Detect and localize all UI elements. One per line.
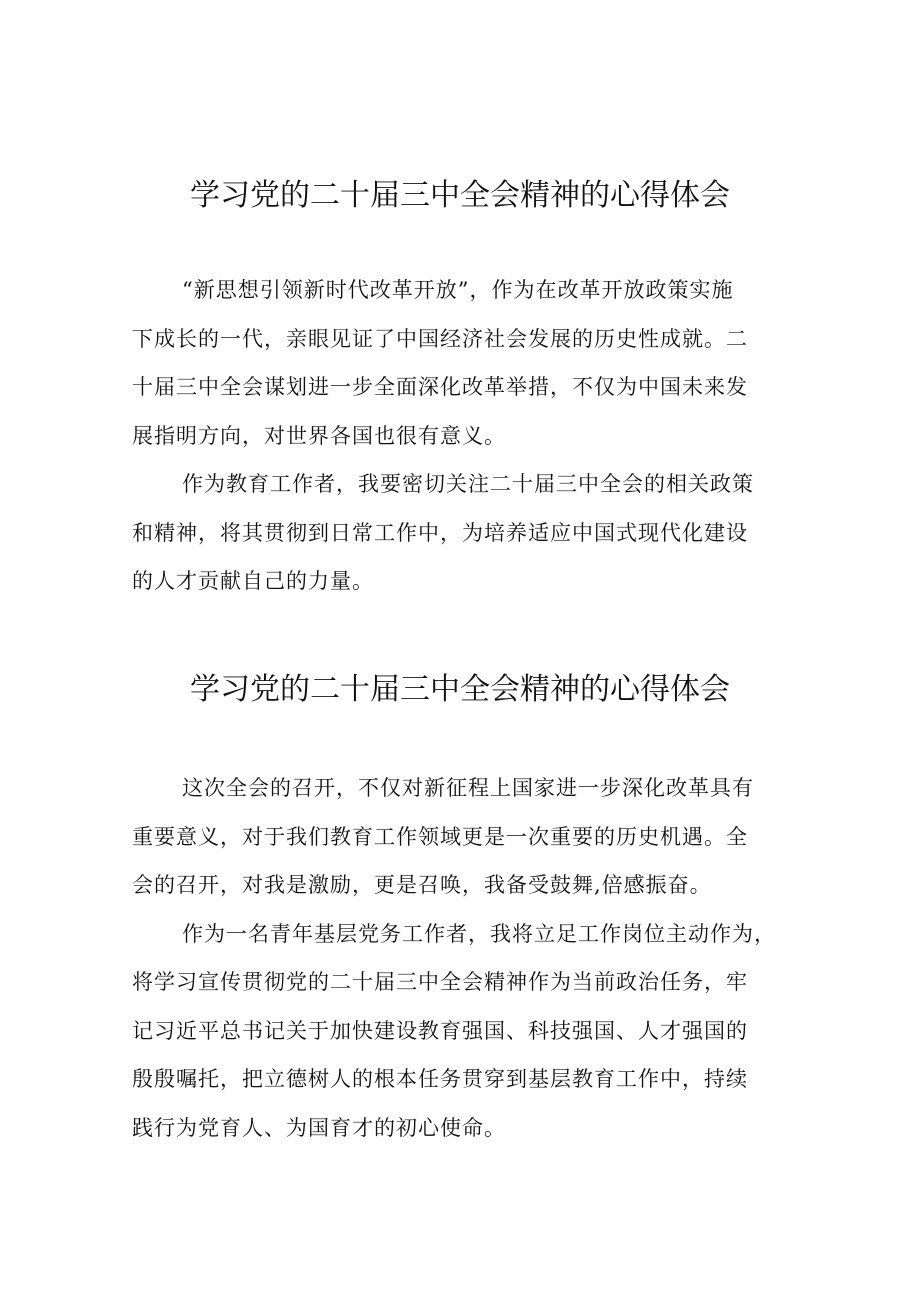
text-line: 殷殷嘱托，把立德树人的根本任务贯穿到基层教育工作中，持续 — [132, 1067, 748, 1091]
text-line: 的人才贡献自己的力量。 — [132, 569, 374, 593]
text-line: 作为一名青年基层党务工作者，我将立足工作岗位主动作为， — [182, 921, 776, 946]
paragraph — [132, 910, 788, 1153]
text-line: 记习近平总书记关于加快建设教育强国、科技强国、人才强国的 — [132, 1018, 748, 1043]
text-line: 作为教育工作者，我要密切关注二十届三中全会的相关政策 — [182, 472, 754, 496]
text-line: 这次全会的召开，不仅对新征程上国家进一步深化改革具有 — [182, 776, 754, 800]
text-line: 重要意义，对于我们教育工作领域更是一次重要的历史机遇。全 — [132, 824, 748, 849]
text-line: 会的召开，对我是激励，更是召唤，我备受鼓舞,倍感振奋。 — [132, 873, 712, 897]
section-body — [132, 764, 788, 1152]
text-line: 践行为党育人、为国育才的初心使命。 — [132, 1115, 506, 1140]
section-body — [132, 266, 788, 606]
text-line: 和精神，将其贯彻到日常工作中，为培养适应中国式现代化建设 — [132, 520, 748, 545]
paragraph — [132, 764, 788, 910]
text-line: “新思想引领新时代改革开放”，作为在改革开放政策实施 — [182, 278, 734, 302]
text-line: 展指明方向，对世界各国也很有意义。 — [132, 423, 506, 448]
essay-section-2 — [132, 664, 788, 1152]
text-line: 将学习宣传贯彻党的二十届三中全会精神作为当前政治任务，牢 — [132, 970, 748, 994]
essay-section-1 — [132, 170, 788, 606]
paragraph — [132, 460, 788, 606]
paragraph — [132, 266, 788, 460]
text-line: 十届三中全会谋划进一步全面深化改革举措，不仅为中国未来发 — [132, 375, 748, 399]
section-title: 学习党的二十届三中全会精神的心得体会 — [190, 672, 730, 707]
section-title: 学习党的二十届三中全会精神的心得体会 — [190, 178, 730, 213]
text-line: 下成长的一代，亲眼见证了中国经济社会发展的历史性成就。二 — [132, 326, 748, 351]
